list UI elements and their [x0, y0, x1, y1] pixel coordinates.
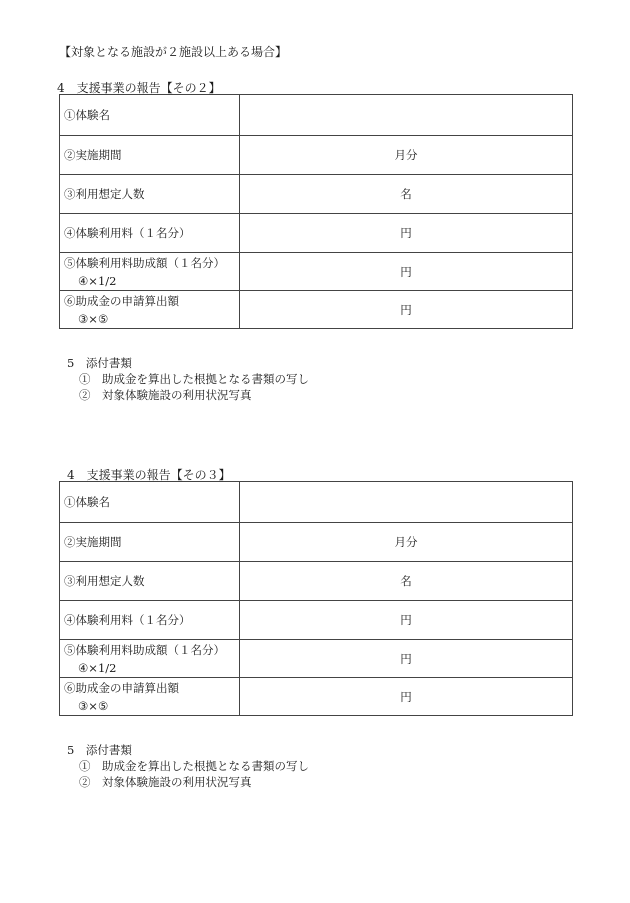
- row-label-expected-users: ③利用想定人数: [60, 562, 240, 601]
- expected-users-field[interactable]: 名: [240, 562, 573, 601]
- label-formula: ④×1/2: [78, 273, 117, 288]
- attachment-item: ② 対象体験施設の利用状況写真: [79, 775, 252, 789]
- page-heading: 【対象となる施設が２施設以上ある場合】: [59, 45, 288, 59]
- attachments-title: 5 添付書類: [67, 743, 132, 757]
- row-label-period: ②実施期間: [60, 523, 240, 562]
- period-field[interactable]: 月分: [240, 523, 573, 562]
- row-label-period: ②実施期間: [60, 136, 240, 175]
- table-row: [60, 640, 573, 678]
- label-main: ⑤体験利用料助成額（１名分）: [64, 255, 225, 270]
- table-row: [60, 523, 573, 562]
- attachments-block: [67, 355, 309, 403]
- subsidy-amount-field[interactable]: 円: [240, 640, 573, 678]
- usage-fee-field[interactable]: 円: [240, 601, 573, 640]
- report-table: [59, 481, 573, 716]
- row-label-usage-fee: ④体験利用料（１名分）: [60, 214, 240, 253]
- label-main: ⑥助成金の申請算出額: [64, 293, 179, 308]
- row-label-application-amount: [60, 291, 240, 329]
- section-title: 4 支援事業の報告【その２】: [57, 81, 221, 95]
- expected-users-field[interactable]: 名: [240, 175, 573, 214]
- label-formula: ④×1/2: [78, 660, 117, 675]
- report-table: [59, 94, 573, 329]
- table-row: [60, 95, 573, 136]
- period-field[interactable]: 月分: [240, 136, 573, 175]
- row-label-expected-users: ③利用想定人数: [60, 175, 240, 214]
- row-label-experience-name: ①体験名: [60, 95, 240, 136]
- attachment-item: ① 助成金を算出した根拠となる書類の写し: [79, 759, 309, 773]
- table-row: [60, 214, 573, 253]
- application-amount-field[interactable]: 円: [240, 291, 573, 329]
- label-main: ⑤体験利用料助成額（１名分）: [64, 642, 225, 657]
- label-main: ⑥助成金の申請算出額: [64, 680, 179, 695]
- table-row: [60, 601, 573, 640]
- row-label-usage-fee: ④体験利用料（１名分）: [60, 601, 240, 640]
- row-label-application-amount: [60, 678, 240, 716]
- row-label-experience-name: ①体験名: [60, 482, 240, 523]
- attachments-block: [67, 742, 309, 790]
- table-row: [60, 678, 573, 716]
- label-formula: ③×⑤: [78, 698, 109, 713]
- label-formula: ③×⑤: [78, 311, 109, 326]
- application-amount-field[interactable]: 円: [240, 678, 573, 716]
- table-row: [60, 175, 573, 214]
- subsidy-amount-field[interactable]: 円: [240, 253, 573, 291]
- table-row: [60, 136, 573, 175]
- experience-name-field[interactable]: [240, 482, 573, 523]
- table-row: [60, 291, 573, 329]
- table-row: [60, 562, 573, 601]
- row-label-subsidy-amount: [60, 640, 240, 678]
- row-label-subsidy-amount: [60, 253, 240, 291]
- table-row: [60, 253, 573, 291]
- section-title: 4 支援事業の報告【その３】: [67, 468, 231, 482]
- attachment-item: ① 助成金を算出した根拠となる書類の写し: [79, 372, 309, 386]
- table-row: [60, 482, 573, 523]
- usage-fee-field[interactable]: 円: [240, 214, 573, 253]
- attachment-item: ② 対象体験施設の利用状況写真: [79, 388, 252, 402]
- experience-name-field[interactable]: [240, 95, 573, 136]
- attachments-title: 5 添付書類: [67, 356, 132, 370]
